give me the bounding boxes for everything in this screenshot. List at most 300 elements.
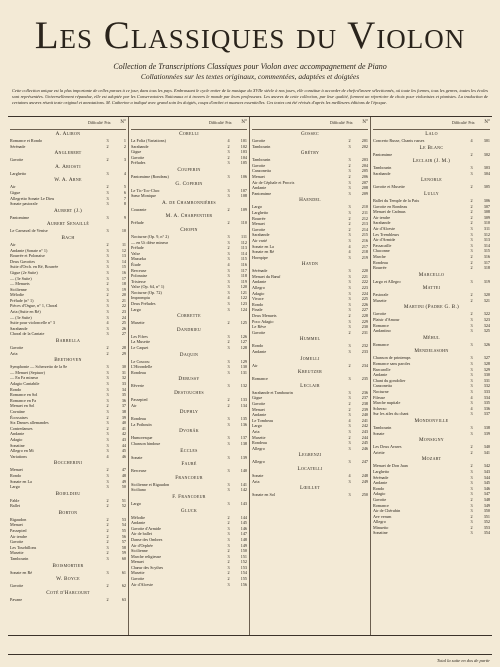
entry-grade: 4: [227, 295, 230, 301]
entry-title: Passacaille: [373, 242, 392, 248]
entry-number: 41: [121, 425, 126, 431]
entry-grade: 3: [227, 564, 230, 570]
entry-number: 330: [483, 372, 490, 378]
entry-grade: 3: [106, 369, 109, 375]
entry-number: 350: [483, 508, 490, 514]
bottom-divider: [8, 654, 492, 655]
entry-grade: 3: [348, 478, 351, 484]
entry-title: Air d'Armide: [373, 237, 396, 243]
entry-grade: 3: [227, 440, 230, 446]
entry-number: 218: [361, 249, 368, 255]
entry-number: 32: [121, 375, 126, 381]
entry-title: Ariette: [373, 449, 385, 455]
column-header: [10, 117, 126, 130]
composer-heading: A. de Chambonnières: [162, 199, 216, 206]
entry-grade: 3: [348, 185, 351, 191]
entry-grade: 3: [470, 341, 473, 347]
catalog-entry: [131, 220, 247, 226]
entry-number: 37: [121, 403, 126, 409]
entry-grade: 3: [470, 508, 473, 514]
entry-number: 123: [240, 301, 247, 307]
entry-number: 62: [121, 583, 126, 589]
composer-heading: A. Ariosti: [55, 163, 81, 170]
catalog-column: [371, 117, 492, 635]
catalog-entry: [373, 530, 490, 536]
entry-number: 210: [361, 204, 368, 210]
catalog-entry: [252, 255, 368, 261]
entry-title: L'Hirondelle: [131, 364, 153, 370]
entry-number: 53: [121, 516, 126, 522]
catalog-entry: [10, 583, 126, 589]
entry-grade: 2: [227, 245, 230, 251]
entry-title: Hornpipe: [252, 254, 268, 260]
entry-grade: 3: [348, 232, 351, 238]
entry-title: Allegretto Sonate Le Dieu: [10, 195, 55, 201]
composer-heading: Grétry: [300, 150, 320, 157]
entry-title: Valse (Op. 64, n° 1): [131, 284, 165, 290]
entry-grade: 3: [106, 325, 109, 331]
entry-number: 239: [361, 406, 368, 412]
entry-grade: 3: [227, 284, 230, 290]
entry-title: Sérénade: [252, 268, 268, 274]
entry-number: 306: [483, 197, 490, 203]
entry-title: Menuet: [131, 559, 144, 565]
entry-title: Minuetto: [373, 524, 389, 530]
entry-number: 57: [121, 539, 126, 545]
entry-title: Larghetto: [10, 170, 27, 176]
entry-number: 106: [240, 173, 247, 179]
entry-grade: 3: [227, 542, 230, 548]
entry-number: 50: [121, 484, 126, 490]
composer-heading: Leclair (J. M.): [412, 158, 451, 165]
entry-title: Berceuse: [131, 267, 147, 273]
entry-title: Gavotte d'Armide: [131, 525, 161, 531]
entry-grade: 3: [348, 296, 351, 302]
entry-title: Gavotte: [373, 496, 387, 502]
entry-number: 340: [483, 444, 490, 450]
catalog-entry: [10, 454, 126, 460]
entry-number: 54: [121, 522, 126, 528]
entry-title: Gavotte: [252, 162, 266, 168]
entry-grade: 2: [227, 339, 230, 345]
entry-grade: 2: [227, 397, 230, 402]
entry-number: 317: [483, 259, 490, 265]
entry-grade: 2: [227, 548, 230, 554]
entry-grade: 3: [227, 250, 230, 256]
composer-heading: Eccles: [180, 447, 198, 454]
entry-grade: 3: [348, 324, 351, 330]
entry-title: Menuet du Bœuf: [252, 273, 281, 279]
entry-title: Sonate en Sol: [252, 492, 276, 498]
composer-heading: Monsigny: [418, 437, 444, 444]
catalog-column: [250, 117, 371, 635]
entry-number: 61: [121, 569, 126, 575]
entry-title: Le Rêve: [252, 324, 267, 330]
entry-number: 243: [361, 428, 368, 434]
catalog-entry: [131, 441, 247, 447]
composer-heading: Leclair: [300, 382, 320, 389]
entry-grade: 3: [227, 468, 230, 474]
entry-number: 48: [121, 472, 126, 478]
entry-title: La Musette: [131, 339, 150, 345]
entry-title: Marche nuptiale: [373, 400, 401, 406]
entry-title: Le Tic-Toc-Choc: [131, 187, 160, 193]
entry-grade: 2: [106, 528, 109, 534]
composer-heading: Boieldieu: [55, 490, 81, 497]
entry-grade: 3: [348, 307, 351, 313]
entry-grade: 2: [227, 559, 230, 565]
entry-title: Chanson hindoue: [131, 440, 161, 446]
entry-number: 124: [240, 306, 247, 312]
entry-number: 16: [121, 269, 126, 275]
entry-grade: 3: [106, 478, 109, 484]
entry-title: Valse: [131, 250, 141, 256]
catalog-entry: [131, 370, 247, 376]
entry-title: Siciliano: [131, 487, 146, 493]
catalog-entry: [373, 411, 490, 417]
entry-number: 60: [121, 556, 126, 562]
entry-title: Tambourin: [373, 165, 392, 171]
entry-title: Les Tourbillons: [10, 544, 37, 550]
entry-grade: 2: [227, 206, 230, 212]
entry-number: 207: [361, 179, 368, 185]
entry-grade: 3: [227, 536, 230, 542]
entry-title: Pantomime (Rondeau): [131, 173, 169, 179]
entry-title: Air tendre: [373, 214, 391, 220]
entry-title: Largo et Allegro: [373, 278, 401, 284]
entry-number: 221: [361, 273, 368, 279]
composer-heading: Hummel: [299, 336, 321, 343]
column-header-price: Prix: [225, 121, 232, 125]
entry-title: — Menuet (Septuor): [10, 369, 45, 375]
entry-title: Prélude: [131, 220, 144, 226]
entry-title: Musette: [373, 297, 387, 303]
entry-number: 10: [121, 228, 126, 234]
entry-title: Andante: [131, 520, 146, 526]
entry-number: 138: [240, 440, 247, 446]
entry-title: Musette: [131, 320, 145, 326]
entry-title: Pavane: [10, 596, 23, 602]
entry-grade: 3: [470, 383, 473, 389]
entry-number: 205: [361, 168, 368, 174]
entry-grade: 3: [470, 355, 473, 361]
composer-heading: Marcello: [418, 271, 445, 278]
entry-number: 117: [240, 267, 247, 273]
entry-grade: 3: [227, 233, 230, 239]
column-header: [373, 117, 490, 130]
entry-number: 305: [483, 184, 490, 190]
entry-number: 42: [121, 431, 126, 437]
entry-title: Sonate pastorale: [10, 201, 38, 207]
entry-grade: 3: [470, 400, 473, 406]
composer-heading: G. Coperin: [175, 180, 203, 187]
composer-heading: Haydn: [301, 261, 319, 268]
entry-title: Le Carnaval de Venise: [10, 228, 48, 234]
entry-number: 133: [240, 397, 247, 402]
entry-grade: 3: [227, 421, 230, 427]
entry-number: 45: [121, 448, 126, 454]
entry-grade: 3: [227, 301, 230, 307]
entry-grade: 3: [470, 411, 473, 417]
entry-number: 130: [240, 364, 247, 370]
entry-title: Air: [10, 241, 16, 247]
entry-number: 217: [361, 243, 368, 249]
entry-title: — (3e Suite): [10, 275, 32, 281]
catalog-entry: [252, 144, 368, 150]
entry-grade: 2: [348, 313, 351, 319]
entry-grade: 3: [470, 231, 473, 237]
composer-heading: Haendel: [299, 197, 321, 204]
entry-grade: 3: [348, 423, 351, 429]
entry-number: 141: [240, 481, 247, 487]
entry-number: 238: [361, 400, 368, 406]
entry-title: Marche: [373, 253, 386, 259]
entry-grade: 3: [227, 531, 230, 537]
entry-number: 43: [121, 436, 126, 442]
entry-title: Sonate: [373, 430, 385, 436]
entry-number: 326: [483, 341, 490, 347]
entry-grade: 3: [348, 179, 351, 185]
entry-grade: 3: [470, 242, 473, 248]
entry-grade: 3: [106, 286, 109, 292]
entry-number: 247: [361, 459, 368, 465]
composer-heading: W. A. Arne: [54, 177, 82, 184]
entry-title: Bourrée et Polonaise: [10, 253, 45, 259]
entry-number: 118: [240, 273, 247, 279]
entry-number: 234: [361, 362, 368, 368]
entry-number: 327: [483, 355, 490, 361]
entry-grade: 3: [106, 484, 109, 490]
entry-number: 319: [483, 278, 490, 284]
entry-title: Rigaudon: [10, 516, 27, 522]
entry-grade: 2: [106, 583, 109, 589]
entry-number: 244: [361, 434, 368, 440]
catalog-entry: [373, 152, 490, 158]
entry-number: 114: [240, 250, 247, 256]
composer-heading: Bach: [61, 234, 75, 241]
entry-grade: 2: [470, 524, 473, 530]
entry-number: 122: [240, 295, 247, 301]
entry-title: Contredanses: [10, 425, 33, 431]
entry-grade: 3: [348, 412, 351, 418]
entry-number: 146: [240, 525, 247, 531]
catalog-entry: [373, 298, 490, 304]
catalog-entry: [252, 363, 368, 369]
entry-title: Canzonetta: [373, 383, 392, 389]
entry-grade: 3: [227, 369, 230, 375]
entry-grade: 3: [470, 519, 473, 525]
entry-grade: 3: [470, 377, 473, 383]
entry-number: 303: [483, 165, 490, 171]
entry-title: Plaisir d'Amour: [373, 317, 400, 323]
entry-grade: 3: [348, 349, 351, 354]
column-header-number: N°: [484, 120, 490, 125]
entry-grade: 3: [106, 392, 109, 398]
entry-number: 104: [240, 154, 247, 160]
entry-number: 24: [121, 314, 126, 320]
catalog-entry: [131, 345, 247, 351]
entry-title: Largo: [10, 484, 20, 490]
catalog-entry: [373, 265, 490, 271]
entry-number: 125: [240, 320, 247, 326]
entry-title: Musette: [131, 570, 145, 576]
entry-grade: 4: [348, 417, 351, 423]
entry-grade: 3: [470, 322, 473, 328]
entry-grade: 2: [106, 143, 109, 149]
entry-grade: 4: [106, 320, 109, 326]
entry-grade: 3: [348, 237, 351, 243]
entry-title: Air d'Alceste: [373, 225, 396, 231]
entry-title: Largo: [131, 500, 141, 506]
entry-number: 28: [121, 345, 126, 351]
entry-grade: 2: [470, 209, 473, 215]
entry-title: Deux Menuets: [252, 313, 277, 319]
composer-heading: Lalo: [425, 131, 438, 137]
entry-number: 38: [121, 408, 126, 414]
entry-number: 230: [361, 324, 368, 330]
entry-grade: 3: [227, 525, 230, 531]
entry-grade: 3: [106, 258, 109, 264]
entry-number: 309: [483, 214, 490, 220]
column-header-difficulty: Difficulté: [452, 121, 467, 125]
column-header-difficulty: Difficulté: [330, 121, 345, 125]
entry-grade: 3: [470, 491, 473, 497]
entry-title: Bourrée: [373, 265, 387, 271]
page-subtitle-secondary: Collationnées sur les textes originaux, commentées, adaptées et doigtées: [140, 72, 360, 81]
entry-grade: 2: [470, 220, 473, 226]
entry-number: 155: [240, 576, 247, 582]
entry-grade: 3: [470, 278, 473, 284]
entry-number: 136: [240, 421, 247, 427]
entry-number: 322: [483, 311, 490, 317]
entry-number: 216: [361, 237, 368, 243]
entry-title: Gavotte: [252, 329, 266, 335]
entry-number: 58: [121, 544, 126, 550]
entry-number: 250: [361, 492, 368, 498]
entry-grade: 3: [470, 165, 473, 171]
entry-title: Sarabande: [373, 220, 391, 226]
entry-grade: 3: [106, 544, 109, 550]
entry-title: Andante (Sonate n° 1): [10, 247, 48, 253]
entry-title: Nocturne (Op. 72): [131, 289, 162, 295]
entry-grade: 4: [470, 394, 473, 400]
entry-number: 108: [240, 193, 247, 199]
entry-grade: 3: [106, 253, 109, 259]
entry-number: 46: [121, 453, 126, 459]
entry-number: 329: [483, 366, 490, 372]
composer-heading: Mattei: [422, 285, 441, 292]
entry-title: Menuet de Cadmus: [373, 209, 406, 215]
entry-grade: 3: [227, 267, 230, 273]
entry-number: 352: [483, 519, 490, 525]
entry-number: 128: [240, 345, 247, 351]
entry-number: 337: [483, 411, 490, 417]
composer-heading: M. A. Charpentier: [165, 213, 213, 220]
entry-grade: 2: [348, 173, 351, 179]
entry-number: 213: [361, 221, 368, 227]
column-header: [131, 117, 247, 130]
entry-grade: 3: [106, 297, 109, 303]
entry-grade: 2: [470, 259, 473, 265]
entry-title: Rondeau: [373, 259, 388, 265]
entry-title: Menuet: [10, 467, 23, 473]
entry-number: 325: [483, 328, 490, 334]
entry-title: Air: [131, 402, 137, 408]
entry-title: — en Ut dièse mineur: [131, 239, 168, 245]
entry-grade: 3: [348, 492, 351, 498]
entry-number: 112: [240, 239, 247, 245]
column-header-number: N°: [362, 120, 368, 125]
entry-grade: 3: [470, 248, 473, 254]
entry-title: Sonate en Ré: [252, 249, 275, 255]
entry-grade: 4: [470, 138, 473, 143]
entry-grade: 4: [227, 261, 230, 267]
catalog-entry: [10, 597, 126, 603]
entry-grade: 3: [106, 275, 109, 281]
entry-number: 332: [483, 383, 490, 389]
entry-title: Andantino: [373, 328, 391, 334]
catalog-entry: [10, 351, 126, 357]
entry-number: 314: [483, 242, 490, 248]
entry-grade: 3: [106, 397, 109, 403]
entry-title: Ave verum: [373, 513, 392, 519]
entry-title: Sarabande et Tambourin: [252, 389, 293, 395]
entry-title: Sarabande: [373, 170, 391, 176]
catalog-column: [129, 117, 250, 635]
entry-number: 5: [123, 184, 126, 190]
entry-number: 139: [240, 454, 247, 460]
entry-number: 335: [483, 400, 490, 406]
entry-number: 109: [240, 206, 247, 212]
composer-heading: Fauré: [181, 461, 197, 468]
entry-title: Six Danses allemandes: [10, 420, 49, 426]
entry-title: Pantomime: [10, 214, 30, 220]
entry-title: Menuet de Don Juan: [373, 463, 408, 469]
entry-grade: 2: [227, 154, 230, 160]
entry-grade: 2: [227, 143, 230, 149]
entry-title: Pantomime: [373, 151, 393, 157]
catalog-entry: [131, 582, 247, 588]
entry-number: 231: [361, 329, 368, 335]
entry-grade: 3: [348, 376, 351, 382]
entry-title: Les Fifres: [131, 333, 148, 339]
entry-number: 220: [361, 268, 368, 274]
composer-heading: Beethoven: [54, 357, 82, 364]
entry-grade: 2: [470, 297, 473, 303]
entry-title: Chœur des Scythes: [131, 564, 164, 570]
entry-number: 212: [361, 215, 368, 221]
composer-heading: Kreutzer: [297, 369, 323, 376]
entry-grade: 3: [227, 364, 230, 370]
entry-number: 331: [483, 377, 490, 383]
entry-grade: 2: [106, 596, 109, 602]
entry-number: 18: [121, 281, 126, 287]
entry-title: Rondo: [10, 386, 22, 392]
entry-number: 347: [483, 491, 490, 497]
entry-title: Sérénade: [373, 474, 389, 480]
entry-grade: 3: [227, 306, 230, 312]
entry-title: Larghetto: [252, 209, 269, 215]
entry-number: 318: [483, 265, 490, 271]
entry-number: 131: [240, 369, 247, 375]
entry-grade: 3: [470, 237, 473, 243]
page-title: Les Classiques du Violon: [34, 14, 466, 57]
page-subtitle: Collection de Transcriptions Classiques pour Violon avec accompagnement de Piano: [113, 62, 387, 71]
entry-grade: 3: [348, 301, 351, 307]
composer-heading: A. Aliron: [55, 131, 81, 137]
entry-grade: 3: [106, 170, 109, 176]
entry-grade: 3: [106, 331, 109, 337]
